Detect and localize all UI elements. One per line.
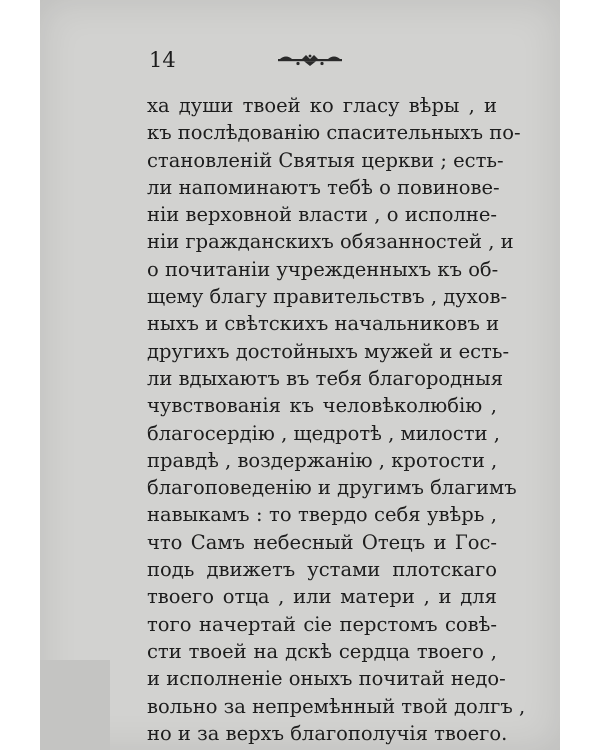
text-line: ніи гражданскихъ обязанностей , и (147, 230, 514, 254)
ornamental-headpiece-icon (278, 52, 342, 71)
text-line: того начертай сіе перстомъ совѣ- (147, 612, 497, 636)
text-line: подь движетъ устами плотскаго (147, 558, 497, 582)
text-line: твоего отца , или матери , и для (147, 585, 497, 609)
text-line: благоповеденію и другимъ благимъ (147, 476, 517, 500)
text-line: ли вдыхаютъ въ тебя благородныя (147, 366, 503, 390)
text-line: къ послѣдованію спасительныхъ по- (147, 121, 521, 145)
text-line: становленій Святыя церкви ; есть- (147, 148, 504, 172)
text-line: чувствованія къ человѣколюбію , (147, 394, 497, 418)
text-line: навыкамъ : то твердо себя увѣрь , (147, 503, 497, 527)
page-shadow (40, 660, 110, 750)
text-line: вольно за непремѣнный твой долгъ , (147, 694, 526, 718)
text-line: и исполненіе оныхъ почитай недо- (147, 667, 506, 691)
text-line: ныхъ и свѣтскихъ начальниковъ и (147, 312, 500, 336)
text-line: щему благу правительствъ , духов- (147, 285, 508, 309)
text-line: правдѣ , воздержанію , кротости , (147, 448, 498, 472)
body-text (147, 92, 526, 747)
page-number: 14 (149, 48, 176, 72)
text-line: благосердію , щедротѣ , милости , (147, 421, 500, 445)
text-line: но и за верхъ благополучія твоего. (147, 721, 508, 745)
text-line: сти твоей на дскѣ сердца твоего , (147, 639, 497, 663)
text-line: ха души твоей ко гласу вѣры , и (147, 94, 497, 117)
text-line: что Самъ небесный Отецъ и Гос- (147, 530, 497, 554)
text-line: другихъ достойныхъ мужей и есть- (147, 339, 510, 363)
text-line: о почитаніи учрежденныхъ къ об- (147, 257, 499, 281)
text-line: ніи верховной власти , о исполне- (147, 203, 497, 227)
text-line: ли напоминаютъ тебѣ о повинове- (147, 175, 500, 199)
